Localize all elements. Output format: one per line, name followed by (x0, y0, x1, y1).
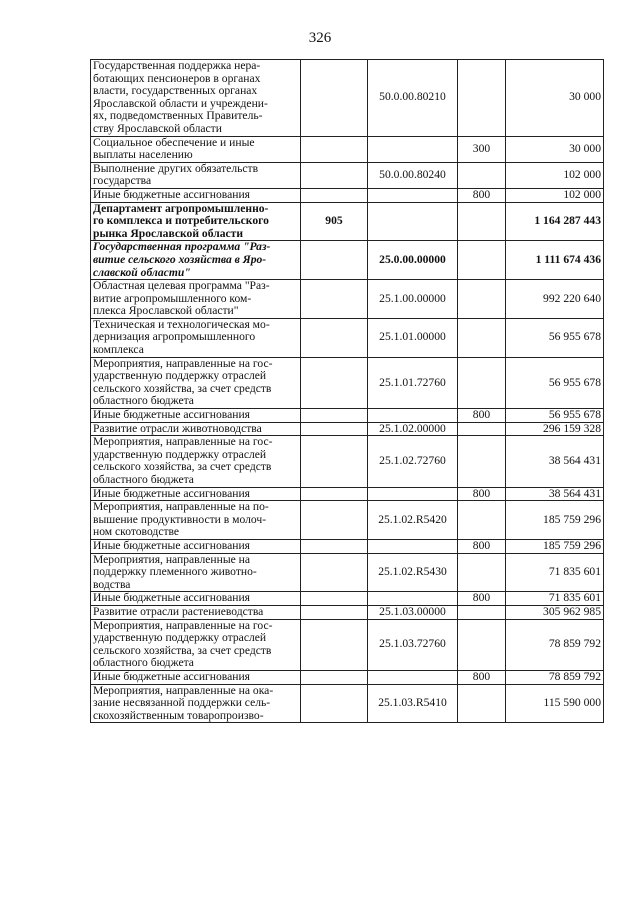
row-name-cell: Департамент агропромышленно- го комплекса и потребительского рынка Ярославской области (91, 202, 301, 241)
row-target-code-cell (368, 539, 458, 553)
row-amount-cell: 71 835 601 (506, 592, 604, 606)
row-department-cell (301, 501, 368, 540)
row-name-cell: Областная целевая программа "Раз- витие агропромышленного ком- плекса Ярославской области" (91, 280, 301, 319)
table-row (91, 605, 604, 619)
row-amount-cell: 56 955 678 (506, 409, 604, 423)
table-row (91, 592, 604, 606)
row-expense-type-cell (458, 357, 506, 408)
table-row (91, 436, 604, 487)
row-target-code-cell: 25.1.02.72760 (368, 436, 458, 487)
row-amount-cell: 1 111 674 436 (506, 241, 604, 280)
row-expense-type-cell: 800 (458, 409, 506, 423)
row-expense-type-cell: 800 (458, 539, 506, 553)
row-department-cell (301, 605, 368, 619)
row-target-code-cell: 25.1.02.R5430 (368, 553, 458, 592)
row-department-cell (301, 60, 368, 137)
table-row (91, 487, 604, 501)
row-department-cell (301, 162, 368, 188)
row-amount-cell: 296 159 328 (506, 422, 604, 436)
row-amount-cell: 71 835 601 (506, 553, 604, 592)
row-name-cell: Техническая и технологическая мо- дернизация агропромышленного комплекса (91, 318, 301, 357)
table-row (91, 136, 604, 162)
row-expense-type-cell (458, 436, 506, 487)
row-department-cell (301, 553, 368, 592)
row-target-code-cell (368, 670, 458, 684)
row-expense-type-cell (458, 241, 506, 280)
row-name-cell: Выполнение других обязательств государства (91, 162, 301, 188)
row-name-cell: Государственная поддержка нера- ботающих пенсионеров в органах власти, государственных органах Ярославской области и учреждени- ях, подведомственных Правитель- ству Ярославской области (91, 60, 301, 137)
row-name-cell: Иные бюджетные ассигнования (91, 188, 301, 202)
row-department-cell (301, 539, 368, 553)
row-department-cell (301, 357, 368, 408)
row-expense-type-cell (458, 280, 506, 319)
row-name-cell: Развитие отрасли растениеводства (91, 605, 301, 619)
table-row (91, 202, 604, 241)
table-row (91, 280, 604, 319)
row-amount-cell: 102 000 (506, 162, 604, 188)
page-number: 326 (308, 30, 332, 46)
row-amount-cell: 78 859 792 (506, 619, 604, 670)
row-department-cell (301, 409, 368, 423)
row-name-cell: Мероприятия, направленные на гос- ударственную поддержку отраслей сельского хозяйства, за счет средств областного бюджета (91, 436, 301, 487)
row-department-cell (301, 436, 368, 487)
row-name-cell: Развитие отрасли животноводства (91, 422, 301, 436)
row-department-cell (301, 280, 368, 319)
table-row (91, 409, 604, 423)
row-department-cell (301, 422, 368, 436)
row-target-code-cell: 25.1.00.00000 (368, 280, 458, 319)
row-name-cell: Иные бюджетные ассигнования (91, 487, 301, 501)
row-department-cell (301, 318, 368, 357)
table-row (91, 241, 604, 280)
table-row (91, 539, 604, 553)
table-row (91, 553, 604, 592)
row-target-code-cell: 25.1.03.72760 (368, 619, 458, 670)
table-row (91, 162, 604, 188)
row-target-code-cell (368, 592, 458, 606)
row-amount-cell: 38 564 431 (506, 436, 604, 487)
budget-table-body (91, 60, 604, 723)
row-expense-type-cell: 800 (458, 188, 506, 202)
row-target-code-cell: 50.0.00.80240 (368, 162, 458, 188)
row-expense-type-cell: 800 (458, 592, 506, 606)
row-name-cell: Мероприятия, направленные на гос- ударственную поддержку отраслей сельского хозяйства, за счет средств областного бюджета (91, 357, 301, 408)
row-target-code-cell: 25.1.02.00000 (368, 422, 458, 436)
row-name-cell: Мероприятия, направленные на ока- зание несвязанной поддержки сель- скохозяйственным товаропроизво- (91, 684, 301, 723)
row-amount-cell: 305 962 985 (506, 605, 604, 619)
row-target-code-cell (368, 188, 458, 202)
row-target-code-cell (368, 487, 458, 501)
row-amount-cell: 30 000 (506, 60, 604, 137)
row-amount-cell: 30 000 (506, 136, 604, 162)
row-department-cell (301, 188, 368, 202)
row-name-cell: Мероприятия, направленные на поддержку племенного животно- водства (91, 553, 301, 592)
row-name-cell: Иные бюджетные ассигнования (91, 592, 301, 606)
table-row (91, 619, 604, 670)
table-row (91, 670, 604, 684)
row-expense-type-cell: 800 (458, 487, 506, 501)
row-expense-type-cell: 800 (458, 670, 506, 684)
table-row (91, 501, 604, 540)
row-target-code-cell: 25.1.03.R5410 (368, 684, 458, 723)
row-target-code-cell: 25.1.03.00000 (368, 605, 458, 619)
row-target-code-cell: 25.0.00.00000 (368, 241, 458, 280)
table-row (91, 684, 604, 723)
row-department-cell (301, 684, 368, 723)
row-amount-cell: 115 590 000 (506, 684, 604, 723)
table-row (91, 422, 604, 436)
row-target-code-cell: 50.0.00.80210 (368, 60, 458, 137)
row-amount-cell: 102 000 (506, 188, 604, 202)
row-amount-cell: 992 220 640 (506, 280, 604, 319)
row-name-cell: Иные бюджетные ассигнования (91, 539, 301, 553)
row-department-cell (301, 592, 368, 606)
row-amount-cell: 56 955 678 (506, 318, 604, 357)
row-amount-cell: 38 564 431 (506, 487, 604, 501)
row-amount-cell: 185 759 296 (506, 539, 604, 553)
row-expense-type-cell (458, 318, 506, 357)
row-target-code-cell: 25.1.01.00000 (368, 318, 458, 357)
row-name-cell: Социальное обеспечение и иные выплаты населению (91, 136, 301, 162)
row-department-cell (301, 619, 368, 670)
table-row (91, 357, 604, 408)
row-department-cell (301, 136, 368, 162)
row-department-cell: 905 (301, 202, 368, 241)
row-department-cell (301, 670, 368, 684)
table-row (91, 318, 604, 357)
row-target-code-cell: 25.1.02.R5420 (368, 501, 458, 540)
row-expense-type-cell (458, 684, 506, 723)
row-amount-cell: 185 759 296 (506, 501, 604, 540)
row-expense-type-cell (458, 202, 506, 241)
row-target-code-cell (368, 409, 458, 423)
row-department-cell (301, 241, 368, 280)
row-name-cell: Мероприятия, направленные на гос- ударственную поддержку отраслей сельского хозяйства, за счет средств областного бюджета (91, 619, 301, 670)
row-expense-type-cell (458, 422, 506, 436)
row-expense-type-cell (458, 605, 506, 619)
row-name-cell: Мероприятия, направленные на по- вышение продуктивности в молоч- ном скотоводстве (91, 501, 301, 540)
row-name-cell: Иные бюджетные ассигнования (91, 409, 301, 423)
row-amount-cell: 56 955 678 (506, 357, 604, 408)
table-row (91, 60, 604, 137)
row-expense-type-cell (458, 501, 506, 540)
row-target-code-cell: 25.1.01.72760 (368, 357, 458, 408)
row-name-cell: Государственная программа "Раз- витие сельского хозяйства в Яро- славской области" (91, 241, 301, 280)
table-row (91, 188, 604, 202)
row-expense-type-cell (458, 553, 506, 592)
row-expense-type-cell: 300 (458, 136, 506, 162)
row-target-code-cell (368, 136, 458, 162)
row-department-cell (301, 487, 368, 501)
row-expense-type-cell (458, 162, 506, 188)
row-target-code-cell (368, 202, 458, 241)
row-amount-cell: 78 859 792 (506, 670, 604, 684)
row-name-cell: Иные бюджетные ассигнования (91, 670, 301, 684)
row-amount-cell: 1 164 287 443 (506, 202, 604, 241)
budget-table (90, 59, 604, 723)
row-expense-type-cell (458, 60, 506, 137)
row-expense-type-cell (458, 619, 506, 670)
